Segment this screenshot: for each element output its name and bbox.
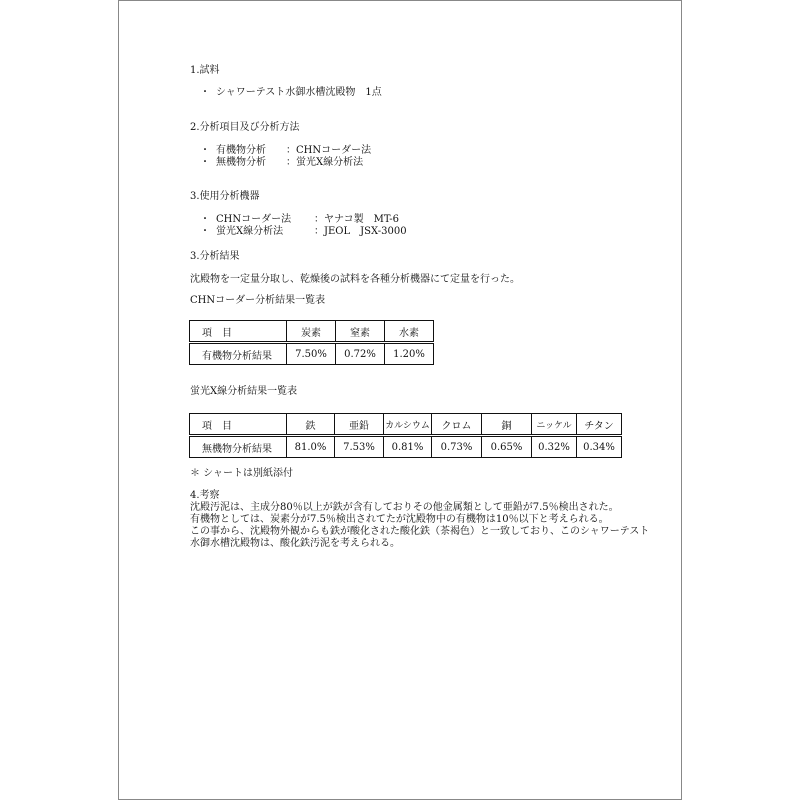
list-item	[200, 87, 382, 99]
bullet: ・	[200, 157, 210, 168]
header-cell: 銅	[482, 414, 532, 436]
table2-caption: 蛍光X線分析結果一覧表	[190, 386, 298, 397]
item-label: 無機物分析	[216, 157, 266, 168]
header-cell: 項 目	[190, 321, 287, 343]
header-cell: 水素	[385, 321, 434, 343]
section-5-title: 4.考察	[190, 490, 220, 501]
table-cell: 0.81%	[384, 436, 432, 458]
table-cell: 7.50%	[287, 343, 336, 365]
bullet: ・	[200, 145, 210, 156]
section-1-title: 1.試料	[190, 65, 220, 76]
header-cell: ニッケル	[532, 414, 577, 436]
section-3-title: 3.使用分析機器	[190, 191, 260, 202]
paragraph-line: この事から、沈殿物外観からも鉄が酸化された酸化鉄（茶褐色）と一致しており、このシャワーテスト	[190, 526, 650, 537]
table-cell: 有機物分析結果	[190, 343, 287, 365]
chn-results-table	[189, 320, 434, 365]
bullet: ・	[200, 214, 210, 225]
bullet: ・	[200, 226, 210, 237]
item-value: ：JEOL JSX-3000	[314, 226, 407, 237]
section-2-title: 2.分析項目及び分析方法	[190, 122, 300, 133]
table1-caption: CHNコーダー分析結果一覧表	[190, 295, 326, 306]
item-label: 有機物分析	[216, 145, 266, 156]
table-cell: 0.73%	[432, 436, 482, 458]
paragraph-line: 水御水槽沈殿物は、酸化鉄汚泥を考えられる。	[190, 538, 400, 549]
table-cell: 81.0%	[287, 436, 335, 458]
table-cell: 無機物分析結果	[190, 436, 287, 458]
item-text: シャワーテスト水御水槽沈殿物 1点	[216, 87, 382, 98]
header-cell: 窒素	[336, 321, 385, 343]
list-item	[200, 226, 407, 238]
item-value: ：ヤナコ製 MT-6	[314, 214, 399, 225]
header-cell: カルシウム	[384, 414, 432, 436]
intro-text: 沈殿物を一定量分取し、乾燥後の試料を各種分析機器にて定量を行った。	[190, 274, 520, 285]
header-cell: 亜鉛	[335, 414, 384, 436]
header-cell: チタン	[577, 414, 622, 436]
header-cell: 項 目	[190, 414, 287, 436]
header-cell: 鉄	[287, 414, 335, 436]
table-cell: 0.34%	[577, 436, 622, 458]
table-row	[190, 343, 434, 365]
table-cell: 0.72%	[336, 343, 385, 365]
list-item	[200, 157, 363, 169]
table-cell: 0.32%	[532, 436, 577, 458]
document-page	[118, 0, 682, 800]
paragraph-line: 有機物としては、炭素分が7.5％検出されてたが沈殿物中の有機物は10％以下と考えられる。	[190, 514, 609, 525]
header-cell: 炭素	[287, 321, 336, 343]
item-value: ：蛍光X線分析法	[286, 157, 364, 168]
footnote: ＊ シャートは別紙添付	[190, 468, 293, 479]
item-label: 蛍光X線分析法	[216, 226, 284, 237]
item-value: ：CHNコーダー法	[286, 145, 372, 156]
table-header-row	[190, 321, 434, 343]
discussion-paragraph	[190, 502, 649, 550]
header-cell: クロム	[432, 414, 482, 436]
list-item	[200, 145, 371, 157]
table-cell: 0.65%	[482, 436, 532, 458]
item-label: CHNコーダー法	[216, 214, 292, 225]
table-cell: 7.53%	[335, 436, 384, 458]
xrf-results-table	[189, 413, 622, 458]
list-item	[200, 214, 399, 226]
table-cell: 1.20%	[385, 343, 434, 365]
bullet: ・	[200, 87, 210, 98]
table-header-row	[190, 414, 622, 436]
paragraph-line: 沈殿汚泥は、主成分80％以上が鉄が含有しておりその他金属類として亜鉛が7.5％検出された。	[190, 502, 619, 513]
table-row	[190, 436, 622, 458]
section-4-title: 3.分析結果	[190, 251, 240, 262]
